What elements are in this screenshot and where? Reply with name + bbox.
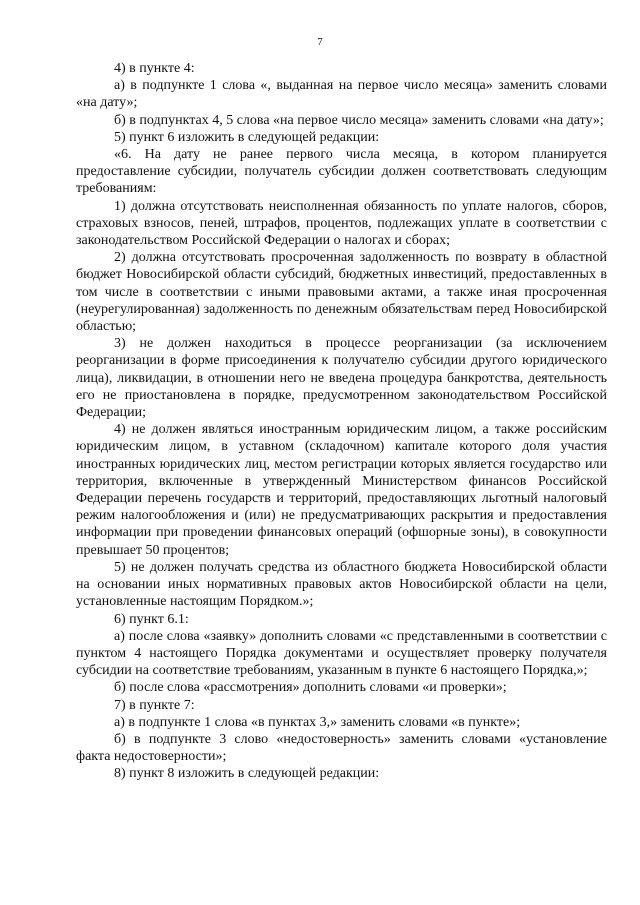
paragraph-subitem-6a: а) после слова «заявку» дополнить словами «с представленными в соответствии с пунктом 4 настоящего Порядка документами и осуществляет проверку получателя субсидии на соответствие требованиям, указанным в пункте 6 настоящего Порядка,»; (76, 628, 607, 679)
paragraph-requirement-5: 5) не должен получать средства из областного бюджета Новосибирской области на основании иных нормативных правовых актов Новосибирской области на цели, установленные настоящим Порядком.»; (76, 559, 607, 610)
paragraph-requirement-2: 2) должна отсутствовать просроченная задолженность по возврату в областной бюджет Новосибирской области субсидий, бюджетных инвестиций, предоставленных в том числе в соответствии с иными правовыми актами, а также иная просроченная (неурегулированная) задолженность по денежным обязательствам перед Новосибирской областью; (76, 250, 607, 335)
paragraph-requirement-4: 4) не должен являться иностранным юридическим лицом, а также российским юридическим лицом, в уставном (складочном) капитале которого доля участия иностранных юридических лиц, местом регистрации которых является государство или территория, включенные в утвержденный Министерством финансов Российской Федерации перечень государств и территорий, предоставляющих льготный налоговый режим налогообложения и (или) не предусматривающих раскрытия и предоставления информации при проведении финансовых операций (офшорные зоны), в совокупности превышает 50 процентов; (76, 422, 607, 558)
paragraph-clause-6: «6. На дату не ранее первого числа месяца, в котором планируется предоставление субсидии, получатель субсидии должен соответствовать следующим требованиям: (76, 147, 607, 197)
paragraph-item-4: 4) в пункте 4: (114, 61, 195, 76)
page-number: 7 (317, 36, 323, 48)
paragraph-subitem-4a: а) в подпункте 1 слова «, выданная на первое число месяца» заменить словами «на дату»; (76, 78, 607, 111)
paragraph-requirement-1: 1) должна отсутствовать неисполненная обязанность по уплате налогов, сборов, страховых взносов, пеней, штрафов, процентов, подлежащих уплате в соответствии с законодательством Российской Федерации о налогах и сборах; (76, 198, 607, 249)
paragraph-item-8: 8) пункт 8 изложить в следующей редакции: (114, 766, 380, 782)
paragraph-subitem-4b: б) в подпунктах 4, 5 слова «на первое число месяца» заменить словами «на дату»; (114, 112, 604, 128)
paragraph-item-5: 5) пункт 6 изложить в следующей редакции: (114, 129, 380, 145)
paragraph-item-6: 6) пункт 6.1: (114, 611, 189, 627)
paragraph-subitem-6b: б) после слова «рассмотрения» дополнить словами «и проверки»; (114, 680, 507, 696)
paragraph-subitem-7a: а) в подпункте 1 слова «в пунктах 3,» заменить словами «в пункте»; (114, 714, 521, 730)
document-body (76, 60, 607, 783)
paragraph-requirement-3: 3) не должен находиться в процессе реорганизации (за исключением реорганизации в форме присоединения к получателю субсидии другого юридического лица), ликвидации, в отношении него не введена процедура банкротства, деятельность его не приостановлена в порядке, предусмотренном законодательством Российской Федерации; (76, 336, 607, 421)
paragraph-subitem-7b: б) в подпункте 3 слово «недостоверность» заменить словами «установление факта недостоверности»; (76, 731, 607, 765)
paragraph-item-7: 7) в пункте 7: (114, 697, 195, 713)
